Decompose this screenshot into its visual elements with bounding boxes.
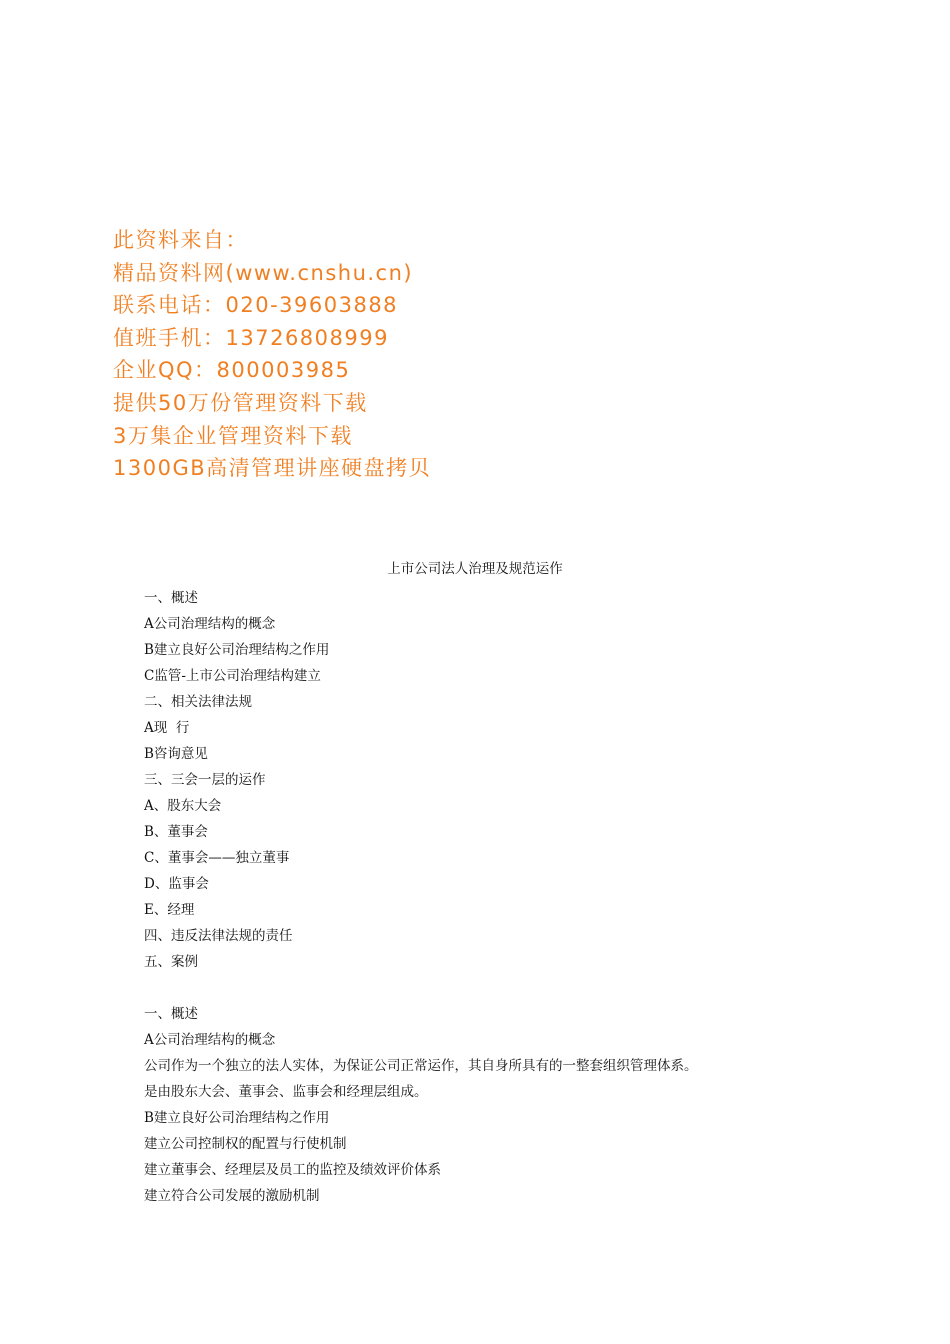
source-notice [113, 224, 713, 485]
body-paragraph: 建立符合公司发展的激励机制 [144, 1188, 320, 1204]
outline-item: C监管-上市公司治理结构建立 [144, 668, 321, 684]
outline-item: 二、相关法律法规 [144, 694, 252, 710]
section-heading: 一、概述 [144, 1006, 198, 1022]
source-line: 1300GB高清管理讲座硬盘拷贝 [113, 456, 432, 481]
document-body [144, 1001, 864, 1209]
source-line: 此资料来自： [113, 228, 248, 252]
outline-item: 三、三会一层的运作 [144, 772, 266, 788]
document-outline [144, 585, 844, 975]
source-line: 提供50万份管理资料下载 [113, 390, 368, 415]
outline-item: B建立良好公司治理结构之作用 [144, 642, 330, 658]
outline-item: A、股东大会 [144, 798, 222, 814]
outline-item: B咨询意见 [144, 746, 208, 762]
body-paragraph: 建立公司控制权的配置与行使机制 [144, 1136, 347, 1152]
outline-item: 四、违反法律法规的责任 [144, 928, 293, 944]
source-line: 3万集企业管理资料下载 [113, 423, 353, 448]
outline-item: 一、概述 [144, 590, 198, 606]
body-paragraph: 是由股东大会、董事会、监事会和经理层组成。 [144, 1084, 428, 1100]
outline-item: D、监事会 [144, 876, 209, 892]
body-paragraph: 公司作为一个独立的法人实体，为保证公司正常运作，其自身所具有的一整套组织管理体系。 [144, 1058, 698, 1074]
outline-item: A现 行 [144, 720, 190, 736]
outline-item: 五、案例 [144, 954, 198, 970]
source-line: 联系电话：020-39603888 [113, 293, 399, 318]
document-title: 上市公司法人治理及规范运作 [387, 561, 563, 577]
outline-item: E、经理 [144, 902, 195, 918]
source-line: 值班手机：13726808999 [113, 325, 389, 350]
body-paragraph: 建立董事会、经理层及员工的监控及绩效评价体系 [144, 1162, 441, 1178]
outline-item: C、董事会——独立董事 [144, 850, 290, 866]
outline-item: A公司治理结构的概念 [144, 616, 276, 632]
source-line: 精品资料网(www.cnshu.cn) [113, 260, 414, 285]
subsection-heading: A公司治理结构的概念 [144, 1032, 276, 1048]
subsection-heading: B建立良好公司治理结构之作用 [144, 1110, 330, 1126]
outline-item: B、董事会 [144, 824, 208, 840]
source-line: 企业QQ：800003985 [113, 358, 351, 383]
